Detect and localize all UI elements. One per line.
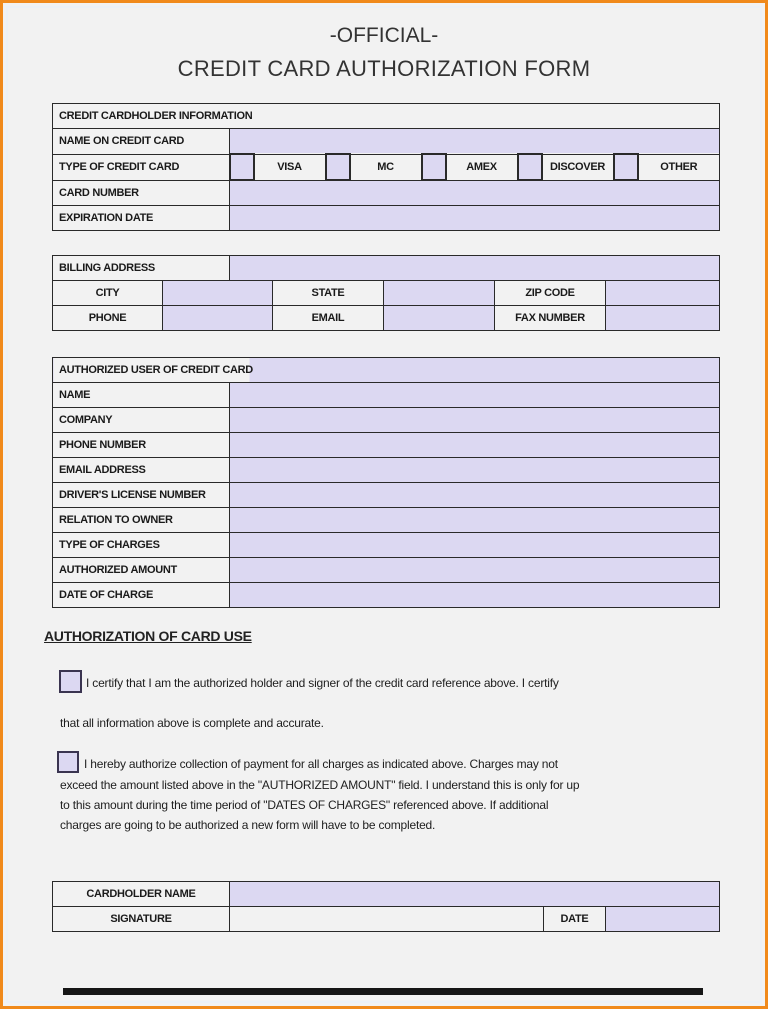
phone-number-label: PHONE NUMBER <box>53 433 230 458</box>
email-label: EMAIL <box>273 306 384 331</box>
type-of-charges-label: TYPE OF CHARGES <box>53 533 230 558</box>
billing-address-label: BILLING ADDRESS <box>53 256 230 281</box>
authorize-text-line-1: I hereby authorize collection of payment for all charges as indicated above. Charges may not <box>84 757 558 771</box>
authorized-user-heading: AUTHORIZED USER OF CREDIT CARD <box>53 358 720 383</box>
fax-number-label: FAX NUMBER <box>495 306 606 331</box>
email-address-field[interactable] <box>230 458 720 483</box>
form-kicker: -OFFICIAL- <box>329 24 439 47</box>
certify-text-line-1: I certify that I am the authorized holder and signer of the credit card reference above. I certify <box>86 676 559 690</box>
zip-code-label: ZIP CODE <box>495 281 606 306</box>
other-checkbox[interactable] <box>614 154 638 180</box>
certify-text-line-2: that all information above is complete and accurate. <box>60 716 324 730</box>
authorized-amount-label: AUTHORIZED AMOUNT <box>53 558 230 583</box>
expiration-date-field[interactable] <box>230 206 720 231</box>
email-address-label: EMAIL ADDRESS <box>53 458 230 483</box>
card-number-label: CARD NUMBER <box>53 180 230 206</box>
amex-checkbox[interactable] <box>422 154 446 180</box>
authorize-checkbox[interactable] <box>57 751 79 773</box>
billing-address-field[interactable] <box>230 256 720 281</box>
city-field[interactable] <box>163 281 273 306</box>
signature-table <box>52 881 720 932</box>
discover-checkbox[interactable] <box>518 154 542 180</box>
state-label: STATE <box>273 281 384 306</box>
mc-checkbox[interactable] <box>326 154 350 180</box>
expiration-date-label: EXPIRATION DATE <box>53 206 230 231</box>
name-on-card-field[interactable] <box>230 129 720 155</box>
zip-code-field[interactable] <box>606 281 720 306</box>
date-of-charge-field[interactable] <box>230 583 720 608</box>
visa-label: VISA <box>254 154 326 180</box>
city-label: CITY <box>53 281 163 306</box>
authorized-amount-field[interactable] <box>230 558 720 583</box>
phone-label: PHONE <box>53 306 163 331</box>
signature-label: SIGNATURE <box>53 907 230 932</box>
state-field[interactable] <box>384 281 495 306</box>
relation-to-owner-label: RELATION TO OWNER <box>53 508 230 533</box>
other-label: OTHER <box>638 154 720 180</box>
cardholder-name-label: CARDHOLDER NAME <box>53 882 230 907</box>
date-field[interactable] <box>606 907 720 932</box>
discover-label: DISCOVER <box>542 154 614 180</box>
company-label: COMPANY <box>53 408 230 433</box>
phone-number-field[interactable] <box>230 433 720 458</box>
date-of-charge-label: DATE OF CHARGE <box>53 583 230 608</box>
cardholder-info-table <box>52 103 720 231</box>
company-field[interactable] <box>230 408 720 433</box>
name-on-card-label: NAME ON CREDIT CARD <box>53 129 230 155</box>
form-title: CREDIT CARD AUTHORIZATION FORM <box>177 56 591 81</box>
mc-label: MC <box>350 154 422 180</box>
user-name-label: NAME <box>53 383 230 408</box>
cardholder-info-heading: CREDIT CARDHOLDER INFORMATION <box>53 104 720 129</box>
relation-to-owner-field[interactable] <box>230 508 720 533</box>
card-number-field[interactable] <box>230 180 720 206</box>
authorize-text-line-3: to this amount during the time period of "DATES OF CHARGES" referenced above. If additional <box>60 798 549 812</box>
bottom-rule <box>63 988 703 995</box>
phone-field[interactable] <box>163 306 273 331</box>
authorized-user-table <box>52 357 720 608</box>
date-label: DATE <box>544 907 606 932</box>
drivers-license-field[interactable] <box>230 483 720 508</box>
authorization-heading: AUTHORIZATION OF CARD USE <box>44 628 252 644</box>
drivers-license-label: DRIVER'S LICENSE NUMBER <box>53 483 230 508</box>
signature-field[interactable] <box>230 907 544 932</box>
certify-checkbox[interactable] <box>59 670 82 693</box>
type-of-charges-field[interactable] <box>230 533 720 558</box>
card-type-label: TYPE OF CREDIT CARD <box>53 154 230 180</box>
user-name-field[interactable] <box>230 383 720 408</box>
fax-number-field[interactable] <box>606 306 720 331</box>
authorize-text-line-4: charges are going to be authorized a new form will have to be completed. <box>60 818 436 832</box>
authorize-text-line-2: exceed the amount listed above in the "AUTHORIZED AMOUNT" field. I understand this is only for up <box>60 778 580 792</box>
cardholder-name-field[interactable] <box>230 882 720 907</box>
visa-checkbox[interactable] <box>230 154 254 180</box>
amex-label: AMEX <box>446 154 518 180</box>
email-field[interactable] <box>384 306 495 331</box>
billing-table <box>52 255 720 331</box>
